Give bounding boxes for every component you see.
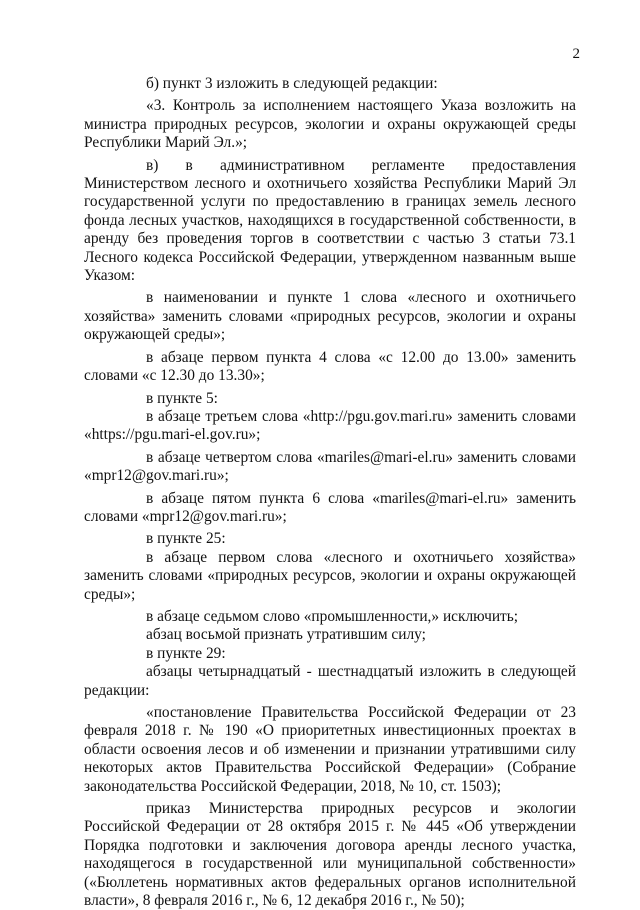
paragraph-point-5-abzac-4: в абзаце четвертом слова «mariles@mari-el.ru» заменить словами «mpr12@gov.mari.ru»;	[84, 448, 576, 485]
paragraph-point-25-abzac-8: абзац восьмой признать утратившим силу;	[146, 626, 426, 644]
paragraph-point-25-abzac-1: в абзаце первом слова «лесного и охотничьего хозяйства» заменить словами «природных ресурсов, экологии и охраны окружающей среды»;	[84, 548, 576, 603]
document-body	[84, 75, 576, 910]
paragraph-point-25-abzac-7: в абзаце седьмом слово «промышленности,» исключить;	[146, 607, 519, 625]
paragraph-point-25-header: в пункте 25:	[146, 530, 226, 548]
paragraph-item-v: в) в административном регламенте предоставления Министерством лесного и охотничьего хозяйства Республики Марий Эл государственной услуги по предоставлению в границах земель лесного фонда лесных участков, находящихся в государственной собственности, в аренду без проведения торгов в соответствии с частью 3 статьи 73.1 Лесного кодекса Российской Федерации, утвержденном названным выше Указом:	[84, 156, 576, 285]
paragraph-title-and-point-1: в наименовании и пункте 1 слова «лесного и охотничьего хозяйства» заменить словами «природных ресурсов, экологии и охраны окружающей среды»;	[84, 289, 576, 344]
paragraph-point-5-header: в пункте 5:	[146, 389, 218, 407]
page-number: 2	[572, 46, 580, 62]
paragraph-item-b: б) пункт 3 изложить в следующей редакции:	[146, 75, 438, 92]
paragraph-item-3-text: «3. Контроль за исполнением настоящего Указа возложить на министра природных ресурсов, экологии и охраны окружающей среды Республики Марий Эл.»;	[84, 97, 576, 152]
paragraph-postanovlenie-190: «постановление Правительства Российской Федерации от 23 февраля 2018 г. № 190 «О приоритетных инвестиционных проектах в области освоения лесов и об изменении и признании утратившими силу некоторых актов Правительства Российской Федерации» (Собрание законодательства Российской Федерации, 2018, № 10, ст. 1503);	[84, 704, 576, 795]
paragraph-point-29-abzacy: абзацы четырнадцатый - шестнадцатый изложить в следующей редакции:	[84, 663, 576, 699]
paragraph-point-5-abzac-3: в абзаце третьем слова «http://pgu.gov.mari.ru» заменить словами «https://pgu.mari-el.gov.ru»;	[84, 407, 576, 444]
paragraph-prikaz-445: приказ Министерства природных ресурсов и экологии Российской Федерации от 28 октября 2015 г. № 445 «Об утверждении Порядка подготовки и заключения договора аренды лесного участка, находящегося в государственной или муниципальной собственности» («Бюллетень нормативных актов федеральных органов исполнительной власти», 8 февраля 2016 г., № 6, 12 декабря 2016 г., № 50);	[84, 800, 576, 910]
paragraph-point-6: в абзаце пятом пункта 6 слова «mariles@mari-el.ru» заменить словами «mpr12@gov.mari.ru»;	[84, 489, 576, 525]
paragraph-point-4: в абзаце первом пункта 4 слова «с 12.00 до 13.00» заменить словами «с 12.30 до 13.30»;	[84, 348, 576, 385]
paragraph-point-29-header: в пункте 29:	[146, 644, 226, 662]
